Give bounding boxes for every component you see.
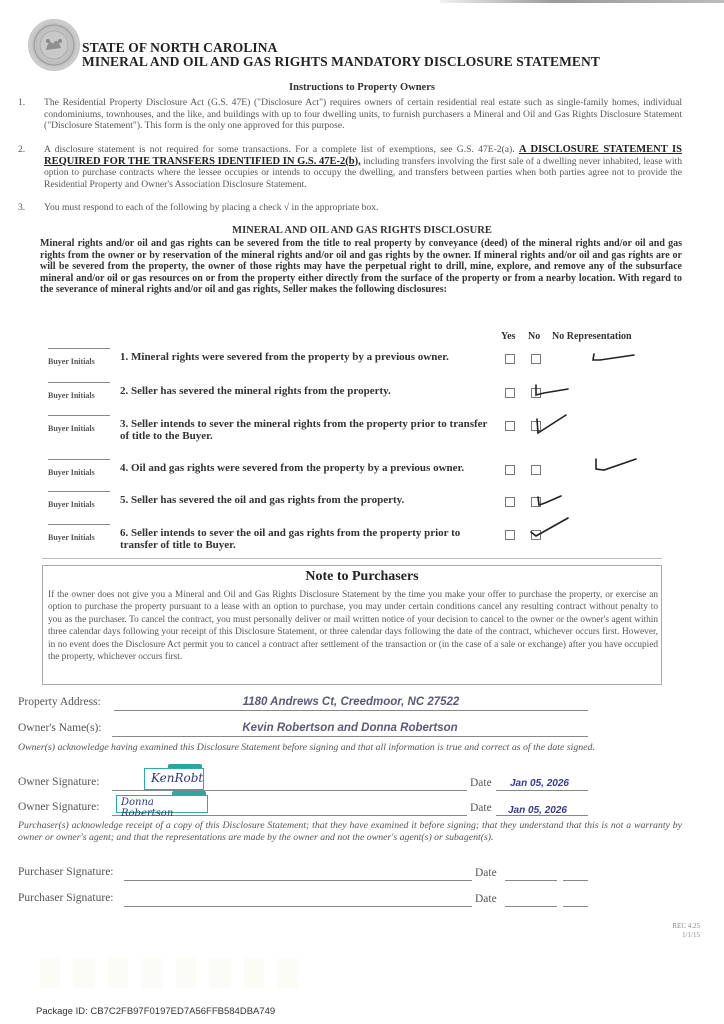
package-id: Package ID: CB7C2FB97F0197ED7A56FFB584DBA749 (36, 1006, 276, 1017)
no-checkbox[interactable] (531, 354, 541, 364)
buyer-initials-line[interactable] (48, 491, 110, 492)
instruction-item-3 (18, 202, 682, 214)
yes-checkbox[interactable] (505, 530, 515, 540)
property-address-label: Property Address: (18, 696, 101, 708)
owner-names-field[interactable]: Kevin Robertson and Donna Robertson (242, 722, 458, 734)
form-code-line-1: REC 4.25 (672, 922, 700, 930)
buyer-initials-label: Buyer Initials (48, 357, 95, 366)
handwritten-check-icon (588, 348, 638, 366)
scan-edge-artifact (440, 0, 724, 3)
property-address-field[interactable]: 1180 Andrews Ct, Creedmoor, NC 27522 (242, 696, 460, 708)
instruction-text-continued: including transfers involving the first sale of a dwelling never inhabited, lease with option to purchase contracts where the lessee occupies or intends to occupy the dwelling, and transfers between parties when both parties agree not to provide the Residential Property and Owner's Association Disclosure Statement. (44, 155, 682, 190)
buyer-initials-line[interactable] (48, 524, 110, 525)
instruction-text: You must respond to each of the following by placing a check √ in the appropriate box. (44, 202, 379, 213)
column-header-no: No (528, 331, 541, 342)
date-label: Date (475, 893, 497, 905)
purchaser-year-1[interactable] (563, 880, 588, 881)
owner-signature-1[interactable] (144, 768, 204, 790)
no-checkbox[interactable] (531, 465, 541, 475)
buyer-initials-label: Buyer Initials (48, 533, 95, 542)
owner-names-line (112, 736, 588, 737)
signature-text: KenRobt (151, 771, 204, 785)
purchaser-signature-2[interactable] (124, 906, 472, 907)
purchaser-date-2[interactable] (505, 906, 557, 907)
date-line (496, 790, 588, 791)
question-text: 1. Mineral rights were severed from the property by a previous owner. (120, 351, 449, 363)
question-text: 2. Seller has severed the mineral rights from the property. (120, 385, 391, 397)
handwritten-check-icon (533, 491, 569, 511)
instruction-number: 3. (18, 202, 26, 213)
owner-signature-line (112, 790, 467, 791)
owner-signature-2[interactable] (116, 795, 208, 819)
purchaser-signature-1[interactable] (124, 880, 472, 881)
purchaser-signature-label: Purchaser Signature: (18, 892, 114, 904)
yes-checkbox[interactable] (505, 354, 515, 364)
date-label: Date (475, 867, 497, 879)
owner-acknowledgement: Owner(s) acknowledge having examined this Disclosure Statement before signing and that all information is true and correct as of the date signed. (18, 742, 595, 753)
instruction-text: The Residential Property Disclosure Act (G.S. 47E) ("Disclosure Act") requires owners of certain residential real estate such as single-family homes, individual condominiums, townhouses, and the like, and buildings with up to four dwelling units, to furnish purchasers a Mineral and Oil and Gas Rights Disclosure Statement ("Disclosure Statement"). This form is the only one approved for this purpose. (44, 97, 682, 132)
column-header-yes: Yes (501, 331, 516, 342)
disclosure-title: MINERAL AND OIL AND GAS RIGHTS DISCLOSURE (232, 225, 492, 236)
question-text: 5. Seller has severed the oil and gas rights from the property. (120, 494, 405, 506)
buyer-initials-label: Buyer Initials (48, 500, 95, 509)
yes-checkbox[interactable] (505, 421, 515, 431)
owner-names-label: Owner's Name(s): (18, 722, 102, 734)
owner-signature-label: Owner Signature: (18, 801, 100, 813)
purchaser-year-2[interactable] (563, 906, 588, 907)
form-code (650, 922, 700, 940)
column-header-no-representation: No Representation (552, 331, 632, 342)
handwritten-check-icon (526, 514, 572, 540)
note-title: Note to Purchasers (305, 569, 419, 584)
date-label: Date (470, 777, 492, 789)
date-label: Date (470, 802, 492, 814)
buyer-initials-line[interactable] (48, 415, 110, 416)
buyer-initials-line[interactable] (48, 382, 110, 383)
purchaser-date-1[interactable] (505, 880, 557, 881)
buyer-initials-line[interactable] (48, 348, 110, 349)
faded-scan-artifact (40, 958, 300, 988)
disclosure-body: Mineral rights and/or oil and gas rights can be severed from the title to real property by conveyance (deed) of the mineral rights and/or oil and gas rights from the owner or by reservation of the mineral rights and/or oil and gas rights by the owner. If mineral rights and/or oil and gas rights are or will be severed from the property, the owner of those rights may have the perpetual right to drill, mine, explore, and remove any of the subsurface mineral and/or oil or gas resources on or from the property either directly from the surface of the property or from a nearby location. With regard to the severance of mineral rights and/or oil and gas rights, Seller makes the following disclosures: (40, 238, 682, 296)
form-code-line-2: 1/1/15 (682, 931, 700, 939)
handwritten-check-icon (532, 382, 572, 400)
instruction-emphasis: A DISCLOSURE STATEMENT IS REQUIRED FOR THE TRANSFERS IDENTIFIED IN G.S. 47E-2(b), (44, 144, 682, 167)
form-title: MINERAL AND OIL AND GAS RIGHTS MANDATORY DISCLOSURE STATEMENT (82, 54, 600, 69)
state-seal-icon (28, 19, 80, 71)
owner-signature-label: Owner Signature: (18, 776, 100, 788)
buyer-initials-label: Buyer Initials (48, 391, 95, 400)
yes-checkbox[interactable] (505, 497, 515, 507)
instructions-title: Instructions to Property Owners (289, 82, 435, 93)
buyer-initials-label: Buyer Initials (48, 468, 95, 477)
handwritten-check-icon (592, 455, 642, 477)
question-text: 4. Oil and gas rights were severed from the property by a previous owner. (120, 462, 465, 474)
purchaser-signature-label: Purchaser Signature: (18, 866, 114, 878)
divider (42, 558, 662, 559)
header-state: STATE OF NORTH CAROLINA (82, 40, 278, 55)
purchaser-acknowledgement: Purchaser(s) acknowledge receipt of a copy of this Disclosure Statement; that they have examined it before signing; that they understand that this is not a warranty by owner or owner's agent; and that the representations are made by the owner and not the owner's agent(s) or subagent(s). (18, 820, 682, 843)
buyer-initials-line[interactable] (48, 459, 110, 460)
buyer-initials-label: Buyer Initials (48, 424, 95, 433)
owner-date-2[interactable]: Jan 05, 2026 (508, 805, 567, 816)
property-address-line (114, 710, 588, 711)
instruction-number: 2. (18, 144, 26, 155)
note-body: If the owner does not give you a Mineral and Oil and Gas Rights Disclosure Statement by the time you make your offer to purchase the property, or exercise an option to purchase the property pursuant to a lease with an option to purchase, you may under certain conditions cancel any resulting contract without penalty to you as the purchaser. To cancel the contract, you must personally deliver or mail written notice of your decision to cancel to the owner or the owner's agent within three calendar days following your receipt of this Disclosure Statement, or three calendar days following the date of the contract, whichever occurs first. However, in no event does the Disclosure Act permit you to cancel a contract after settlement of the transaction or (in the case of a sale or exchange) after you have occupied the property, whichever occurs first. (48, 590, 658, 663)
signature-text: Donna Robertson (121, 797, 174, 819)
handwritten-check-icon (532, 411, 572, 437)
instruction-text: A disclosure statement is not required for some transactions. For a complete list of exemptions, see G.S. 47E-2(a). (44, 144, 519, 155)
yes-checkbox[interactable] (505, 388, 515, 398)
question-text: 6. Seller intends to sever the oil and gas rights from the property prior to transfer of title to Buyer. (120, 527, 461, 551)
owner-date-1[interactable]: Jan 05, 2026 (510, 778, 569, 789)
question-text: 3. Seller intends to sever the mineral rights from the property prior to transfer of title to the Buyer. (120, 418, 488, 442)
yes-checkbox[interactable] (505, 465, 515, 475)
instruction-item-2 (18, 144, 682, 190)
instruction-number: 1. (18, 97, 26, 108)
instruction-item-1 (18, 97, 682, 132)
